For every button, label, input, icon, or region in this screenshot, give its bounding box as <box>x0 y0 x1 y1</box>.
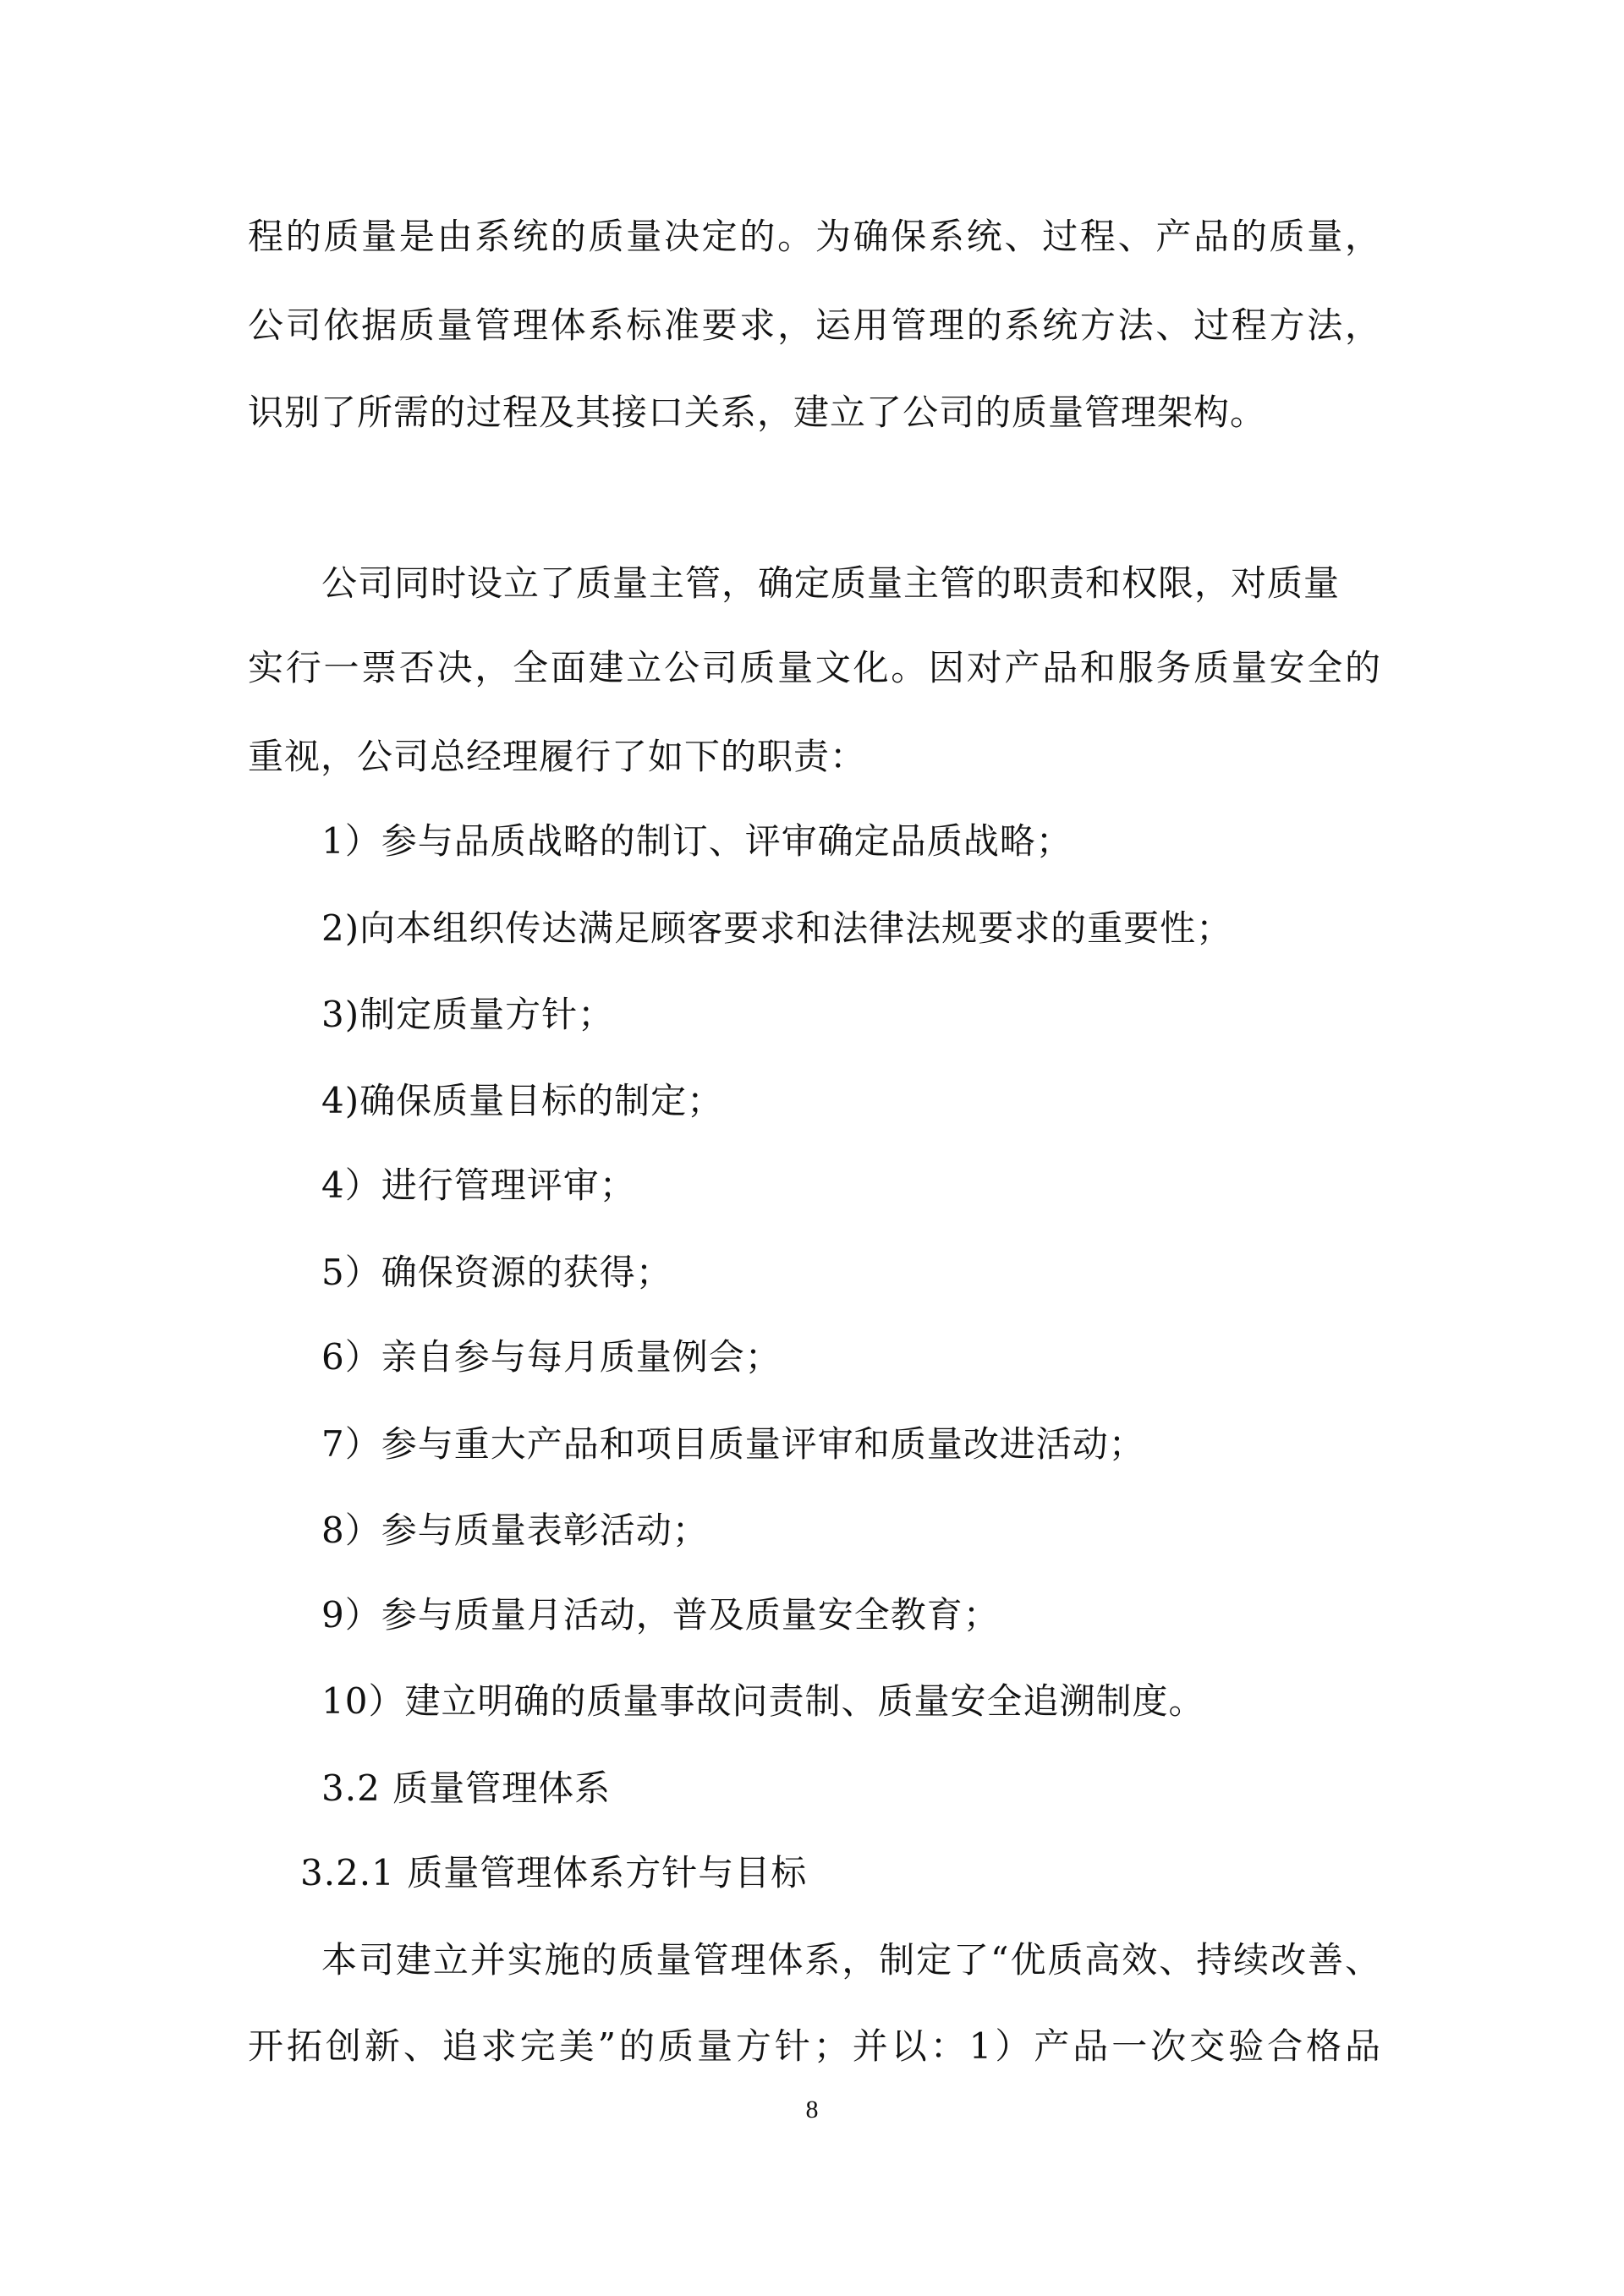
paragraph-1-line-3: 识别了所需的过程及其接口关系，建立了公司的质量管理架构。 <box>248 392 1267 433</box>
section-heading: 3.2 质量管理体系 <box>321 1767 612 1809</box>
duty-item: 4）进行管理评审； <box>321 1164 636 1206</box>
paragraph-2-line-1: 公司同时设立了质量主管，确定质量主管的职责和权限，对质量 <box>321 562 1341 604</box>
duty-item: 6）亲自参与每月质量例会； <box>321 1336 782 1378</box>
duty-item: 2)向本组织传达满足顾客要求和法律法规要求的重要性； <box>321 907 1233 949</box>
paragraph-3-line-2: 开拓创新、追求完美”的质量方针；并以：1）产品一次交验合格品 <box>248 2025 1381 2067</box>
paragraph-2-line-3: 重视，公司总经理履行了如下的职责： <box>248 736 867 777</box>
duty-item: 9）参与质量月活动，普及质量安全教育； <box>321 1594 1000 1636</box>
subsection-heading: 3.2.1 质量管理体系方针与目标 <box>300 1852 808 1893</box>
duty-item: 5）确保资源的获得； <box>321 1252 672 1293</box>
duty-item: 4)确保质量目标的制定； <box>321 1080 724 1121</box>
paragraph-2-line-2: 实行一票否决，全面建立公司质量文化。因对产品和服务质量安全的 <box>248 647 1381 688</box>
page-number: 8 <box>805 2096 819 2123</box>
duty-item: 7）参与重大产品和项目质量评审和质量改进活动； <box>321 1423 1145 1465</box>
paragraph-1-line-1: 程的质量是由系统的质量决定的。为确保系统、过程、产品的质量， <box>248 216 1381 257</box>
duty-item: 8）参与质量表彰活动； <box>321 1510 709 1551</box>
duty-item: 3)制定质量方针； <box>321 994 615 1035</box>
duty-item: 1）参与品质战略的制订、评审确定品质战略； <box>321 820 1073 862</box>
paragraph-1-line-2: 公司依据质量管理体系标准要求，运用管理的系统方法、过程方法， <box>248 304 1381 346</box>
duty-item: 10）建立明确的质量事故问责制、质量安全追溯制度。 <box>321 1680 1205 1722</box>
paragraph-3-line-1: 本司建立并实施的质量管理体系，制定了“优质高效、持续改善、 <box>321 1939 1381 1981</box>
